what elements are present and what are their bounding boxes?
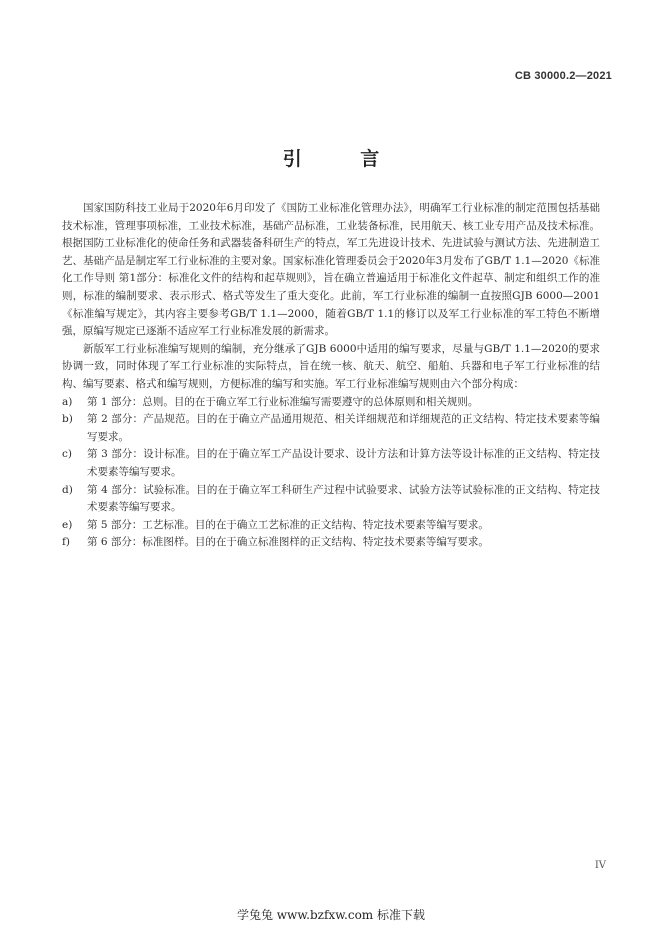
list-item bbox=[62, 534, 600, 552]
parts-list bbox=[62, 394, 600, 552]
page-title: 引 言 bbox=[282, 148, 406, 170]
paragraph-background: 国家国防科技工业局于2020年6月印发了《国防工业标准化管理办法》，明确军工行业标准的制定范围包括基础技术标准，管理事项标准，工业技术标准，基础产品标准，工业装备标准，民用航天、核工业专用产品及技术标准。根据国防工业标准化的使命任务和武器装备科研生产的特点，军工先进设计技术、先进试验与测试方法、先进制造工艺、基础产品是制定军工行业标准的主要对象。国家标准化管理委员会于2020年3月发布了GB/T 1.1—2020《标准化工作导则 第1部分：标准化文件的结构和起草规则》，旨在确立普遍适用于标准化文件起草、制定和组织工作的准则，标准的编制要求、表示形式、格式等发生了重大变化。此前，军工行业标准的编制一直按照GJB 6000—2001《标准编写规定》，其内容主要参考GB/T 1.1—2000，随着GB/T 1.1的修订以及军工行业标准的军工特色不断增强，原编写规定已逐渐不适应军工行业标准发展的新需求。 bbox=[62, 202, 600, 338]
list-item-text: 第 5 部分：工艺标准。目的在于确立工艺标准的正文结构、特定技术要素等编写要求。 bbox=[87, 518, 489, 531]
list-marker: a) bbox=[62, 395, 73, 408]
list-marker: f) bbox=[62, 536, 70, 549]
list-item bbox=[62, 517, 600, 535]
list-item bbox=[62, 446, 600, 481]
list-item-text: 第 4 部分：试验标准。目的在于确立军工科研生产过程中试验要求、试验方法等试验标准的正文结构、特定技术要素等编写要求。 bbox=[87, 483, 600, 514]
list-marker: e) bbox=[62, 518, 73, 531]
list-item-text: 第 2 部分：产品规范。目的在于确立产品通用规范、相关详细规范和详细规范的正文结构、特定技术要素等编写要求。 bbox=[87, 413, 600, 443]
list-item bbox=[62, 411, 600, 446]
footer-watermark: 学兔兔 www.bzfxw.com 标准下载 bbox=[236, 908, 426, 922]
list-item-text: 第 3 部分：设计标准。目的在于确立军工产品设计要求、设计方法和计算方法等设计标准的正文结构、特定技术要素等编写要求。 bbox=[87, 448, 600, 478]
list-marker: c) bbox=[62, 448, 72, 461]
list-item bbox=[62, 394, 600, 412]
standard-number: CB 30000.2—2021 bbox=[514, 70, 612, 82]
page-number: IV bbox=[594, 860, 606, 871]
list-item bbox=[62, 482, 600, 517]
list-marker: b) bbox=[62, 413, 73, 426]
list-item-text: 第 6 部分：标准图样。目的在于确立标准图样的正文结构、特定技术要素等编写要求。 bbox=[87, 536, 489, 549]
list-marker: d) bbox=[62, 483, 73, 496]
introduction-body bbox=[62, 200, 600, 552]
list-item-text: 第 1 部分：总则。目的在于确立军工行业标准编写需要遵守的总体原则和相关规则。 bbox=[87, 395, 479, 408]
paragraph-structure: 新版军工行业标准编写规则的编制，充分继承了GJB 6000中适用的编写要求，尽量与GB/T 1.1—2020的要求协调一致，同时体现了军工行业标准的实际特点，旨在统一核、航天、航空、船舶、兵器和电子军工行业标准的结构、编写要素、格式和编写规则，方便标准的编写和实施。军工行业标准编写规则由六个部分构成： bbox=[62, 342, 600, 390]
